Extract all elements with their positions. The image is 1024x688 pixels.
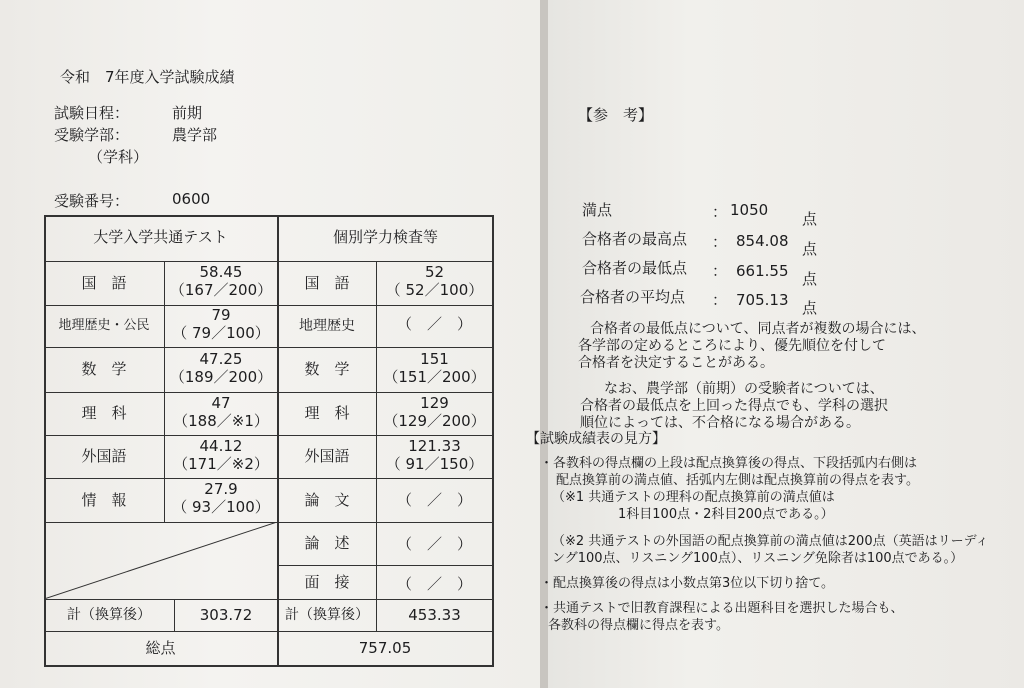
stat-unit: 点 bbox=[802, 240, 818, 258]
grade-table bbox=[44, 215, 494, 667]
guide-line: ・共通テストで旧教育課程による出題科目を選択した場合も、 bbox=[540, 601, 904, 616]
note-line: 合格者の最低点を上回った得点でも、学科の選択 bbox=[580, 398, 888, 414]
individual-subject: 理 科 bbox=[304, 404, 350, 423]
common-subject: 外国語 bbox=[81, 447, 127, 466]
stat-unit: 点 bbox=[802, 210, 818, 228]
stat-label: 合格者の平均点 bbox=[580, 288, 686, 306]
grand-total-value: 757.05 bbox=[358, 639, 412, 658]
common-subject: 地理歴史・公民 bbox=[58, 318, 150, 334]
stat-colon: ： bbox=[712, 291, 728, 309]
common-subject: 理 科 bbox=[81, 404, 127, 423]
individual-subject: 国 語 bbox=[304, 273, 350, 292]
individual-total-value: 453.33 bbox=[408, 605, 461, 624]
stat-label: 合格者の最高点 bbox=[582, 230, 688, 248]
individual-score: 52 （ 52／100） bbox=[385, 263, 484, 299]
individual-subject: 外国語 bbox=[304, 447, 350, 466]
common-score: 47.25 （189／200） bbox=[169, 350, 273, 386]
individual-subject: 論 文 bbox=[304, 490, 350, 509]
exam-date-label: 試験日程： bbox=[54, 104, 130, 122]
individual-score: （ ／ ） bbox=[396, 315, 472, 333]
guide-line: ング100点、リスニング100点）、リスニング免除者は100点である。） bbox=[552, 551, 964, 566]
stat-unit: 点 bbox=[802, 299, 818, 317]
stat-value: 661.55 bbox=[736, 262, 789, 280]
stat-colon: ： bbox=[712, 262, 728, 280]
note-line: 合格者を決定することがある。 bbox=[578, 355, 774, 371]
grand-total-label: 総点 bbox=[145, 639, 176, 658]
common-score: 79 （ 79／100） bbox=[172, 306, 270, 342]
common-total-value: 303.72 bbox=[199, 605, 253, 624]
stat-colon: ： bbox=[712, 203, 728, 221]
common-score: 44.12 （171／※2） bbox=[173, 437, 269, 473]
common-subject: 国 語 bbox=[81, 273, 127, 292]
individual-score: （ ／ ） bbox=[396, 491, 472, 509]
individual-subject: 数 学 bbox=[304, 360, 350, 379]
note-line: 順位によっては、不合格になる場合がある。 bbox=[580, 415, 860, 431]
guide-line: （※1 共通テストの理科の配点換算前の満点値は bbox=[552, 490, 835, 505]
common-subject: 数 学 bbox=[81, 360, 127, 379]
individual-subject: 地理歴史 bbox=[299, 318, 355, 335]
note-line: なお、農学部（前期）の受験者については、 bbox=[604, 381, 884, 397]
individual-score: （ ／ ） bbox=[396, 575, 472, 593]
common-total-label: 計（換算後） bbox=[67, 607, 151, 624]
note-line: 合格者の最低点について、同点者が複数の場合には、 bbox=[590, 321, 926, 337]
stat-value: 705.13 bbox=[736, 291, 789, 309]
individual-score: 121.33 （ 91／150） bbox=[385, 437, 484, 473]
exam-date-value: 前期 bbox=[172, 104, 203, 122]
individual-score: 151 （151／200） bbox=[383, 350, 486, 386]
common-score: 47 （188／※1） bbox=[173, 394, 269, 430]
department-label: （学科） bbox=[88, 148, 149, 166]
guide-line: 各教科の得点欄に得点を表す。 bbox=[548, 618, 729, 633]
guide-line: ・各教科の得点欄の上段は配点換算後の得点、下段括弧内右側は bbox=[540, 456, 918, 471]
guide-line: （※2 共通テストの外国語の配点換算前の満点値は200点（英語はリーディ bbox=[552, 534, 989, 549]
guide-line: 1科目100点・2科目200点である。） bbox=[618, 507, 834, 522]
common-test-header: 大学入学共通テスト bbox=[93, 228, 228, 247]
individual-subject: 面 接 bbox=[304, 572, 350, 591]
faculty-value: 農学部 bbox=[172, 126, 218, 144]
stat-label: 満点 bbox=[582, 201, 613, 219]
individual-test-header: 個別学力検査等 bbox=[332, 228, 438, 247]
individual-subject: 論 述 bbox=[304, 534, 350, 553]
individual-total-label: 計（換算後） bbox=[285, 607, 369, 624]
reference-heading: 【参 考】 bbox=[578, 106, 654, 124]
guide-line: 配点換算前の満点値、括弧内左側は配点換算前の得点を表す。 bbox=[556, 473, 919, 488]
guide-line: ・配点換算後の得点は小数点第3位以下切り捨て。 bbox=[540, 576, 835, 591]
stat-label: 合格者の最低点 bbox=[582, 259, 688, 277]
common-subject: 情 報 bbox=[81, 490, 127, 509]
individual-score: （ ／ ） bbox=[396, 535, 472, 553]
empty-cell-diagonal bbox=[44, 522, 278, 600]
faculty-label: 受験学部： bbox=[54, 126, 130, 144]
exam-number-value: 0600 bbox=[172, 190, 211, 208]
note-line: 各学部の定めるところにより、優先順位を付して bbox=[578, 338, 886, 354]
stat-unit: 点 bbox=[802, 270, 818, 288]
stat-value: 1050 bbox=[730, 201, 769, 219]
common-score: 58.45 （167／200） bbox=[169, 263, 273, 299]
stat-value: 854.08 bbox=[736, 232, 789, 250]
guide-heading: 【試験成績表の見方】 bbox=[526, 431, 666, 447]
document-title: 令和 7年度入学試験成績 bbox=[60, 68, 235, 86]
common-score: 27.9 （ 93／100） bbox=[172, 480, 270, 516]
exam-number-label: 受験番号： bbox=[54, 192, 130, 210]
stat-colon: ： bbox=[712, 233, 728, 251]
individual-score: 129 （129／200） bbox=[383, 394, 486, 430]
